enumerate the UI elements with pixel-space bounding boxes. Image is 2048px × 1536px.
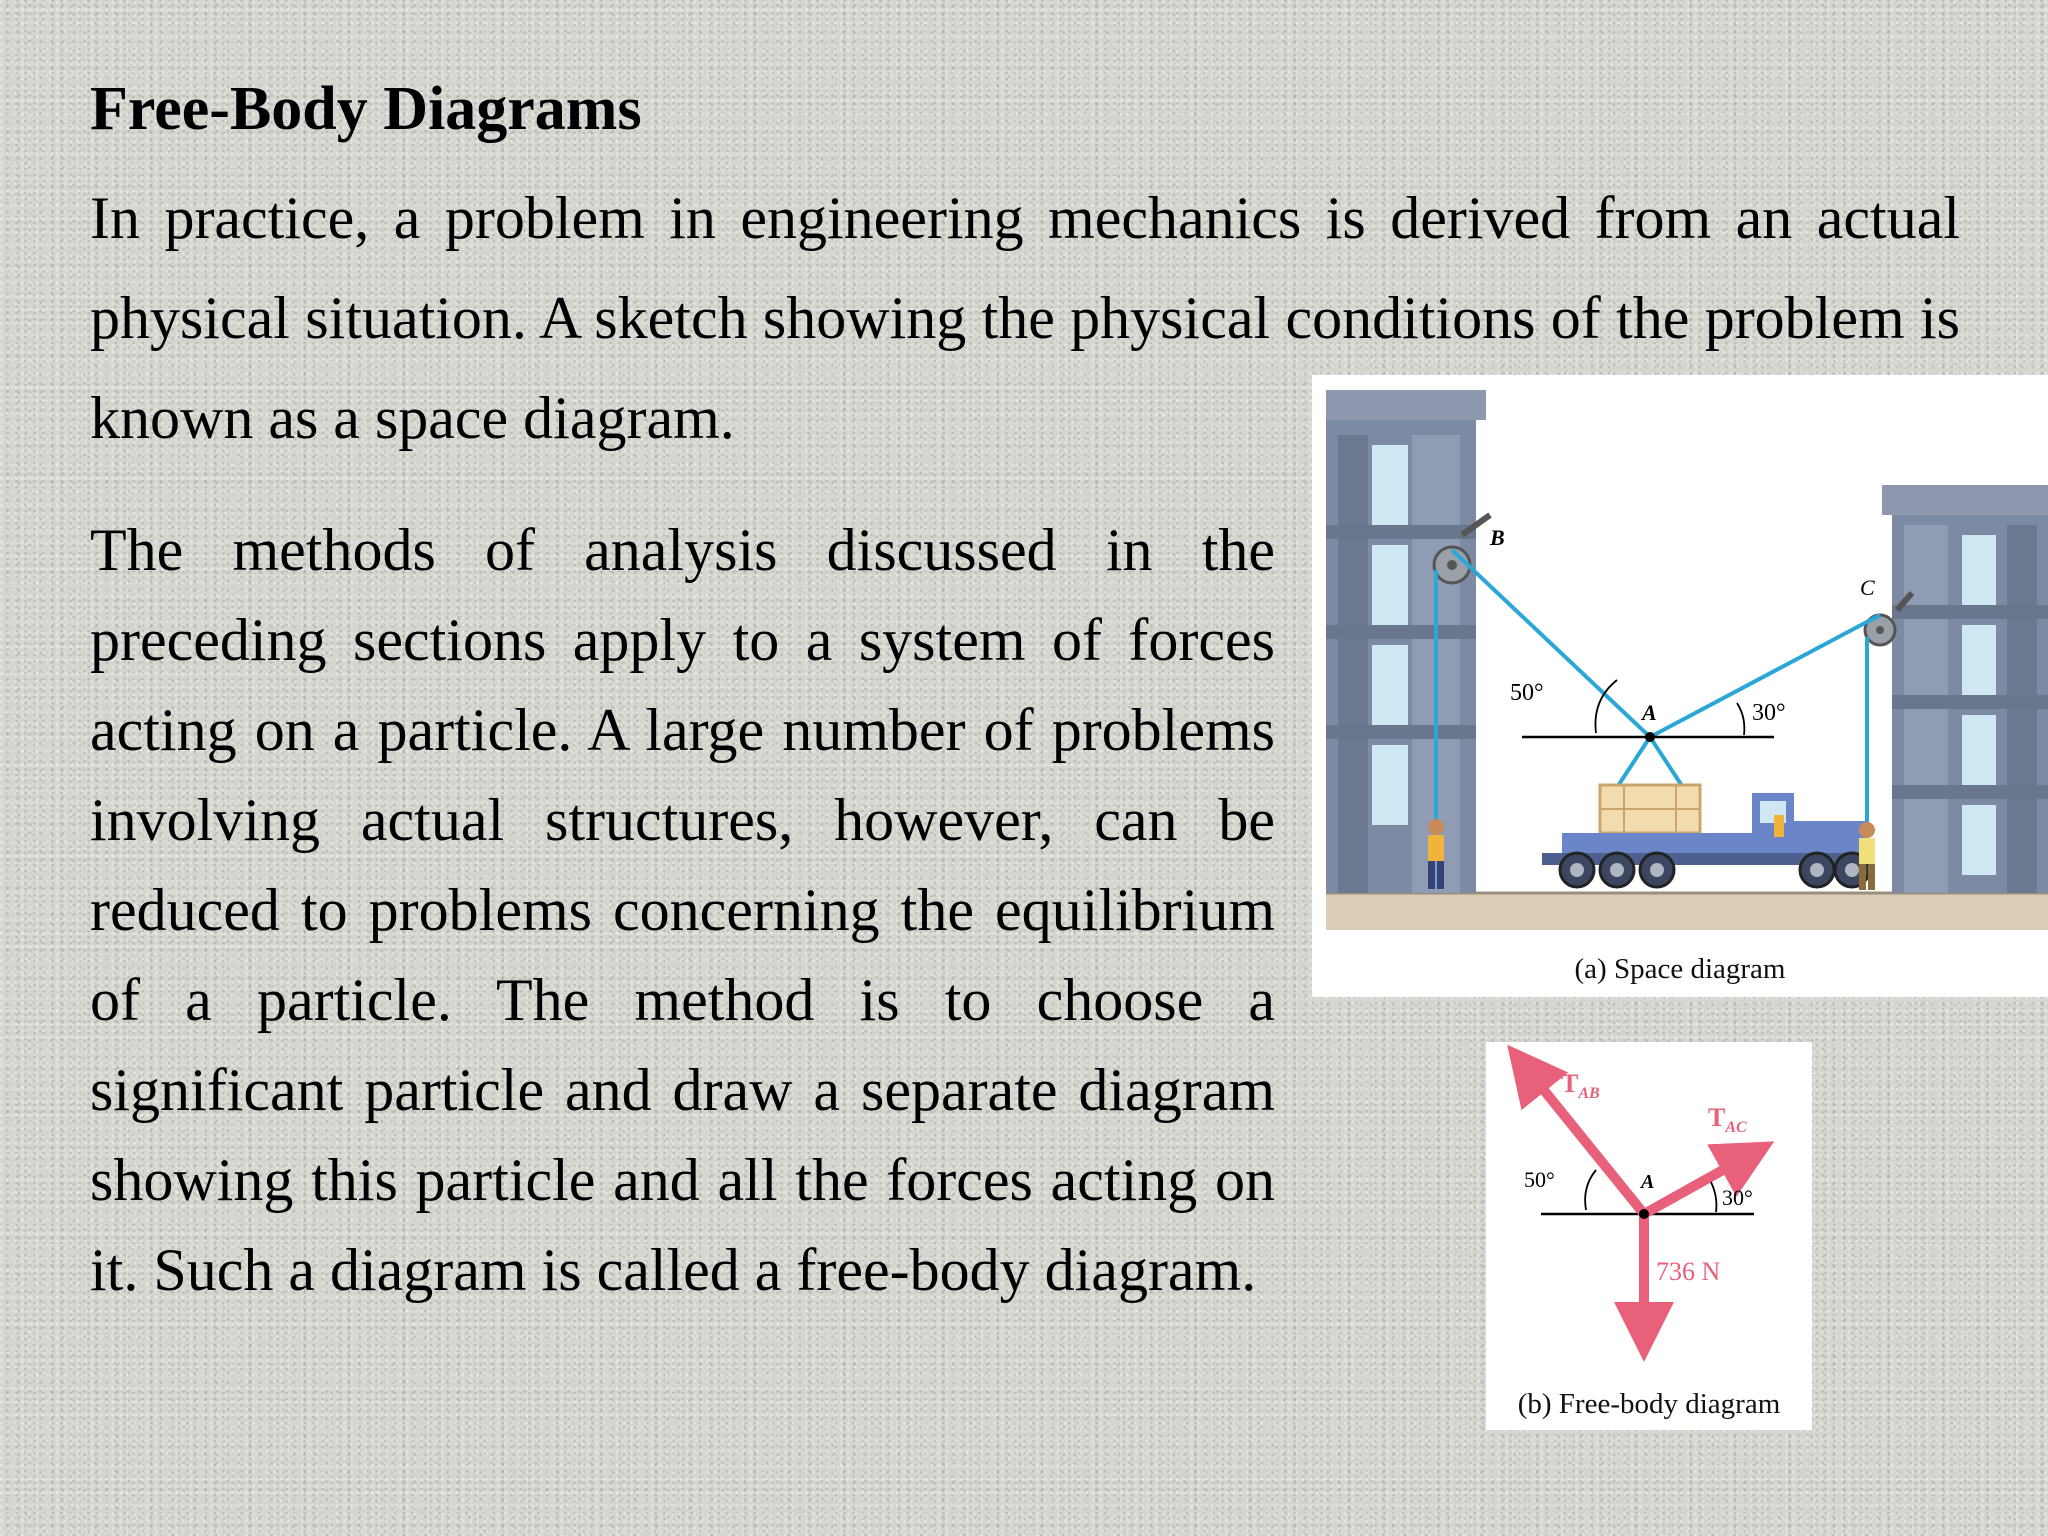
label-a: A bbox=[1642, 700, 1657, 725]
angle-right-label: 30° bbox=[1722, 1185, 1753, 1210]
left-building bbox=[1326, 390, 1486, 893]
free-body-diagram-figure bbox=[1486, 1042, 1812, 1430]
crate bbox=[1600, 785, 1700, 833]
angle-left-label: 50° bbox=[1524, 1167, 1555, 1192]
angle-right-label: 30° bbox=[1752, 700, 1786, 726]
slide-title: Free-Body Diagrams bbox=[90, 75, 642, 143]
free-body-diagram-illustration bbox=[1486, 1042, 1812, 1382]
tension-ac-label: $T_{AC}$ bbox=[1708, 1103, 1747, 1136]
space-diagram-caption: (a) Space diagram bbox=[1574, 953, 1786, 985]
ground bbox=[1326, 893, 2048, 930]
particle-a bbox=[1639, 1209, 1649, 1219]
label-c: C bbox=[1860, 575, 1875, 600]
angle-left-label: 50° bbox=[1510, 680, 1544, 706]
space-diagram-illustration bbox=[1312, 375, 2048, 950]
intro-paragraph: In practice, a problem in engineering mechanics is derived from an actual physical situation. A sketch showing the physical conditions of the problem is known as a space diagram. bbox=[90, 185, 1960, 451]
space-diagram-figure bbox=[1312, 375, 2048, 997]
weight-label: 736 N bbox=[1656, 1257, 1721, 1286]
label-a: A bbox=[1641, 1171, 1655, 1193]
free-body-diagram-caption: (b) Free-body diagram bbox=[1517, 1388, 1781, 1420]
right-building bbox=[1882, 485, 2048, 893]
particle-a bbox=[1645, 732, 1655, 742]
tension-ab-label: $T_{AB}$ bbox=[1561, 1069, 1600, 1102]
label-b: B bbox=[1490, 525, 1505, 550]
body-paragraph: The methods of analysis discussed in the preceding sections apply to a system of forces acting on a particle. A large number of problems involving actual structures, however, can be reduced to problems concerning the equilibrium of a particle. The method is to choose a significant particle and draw a separate diagram showing this particle and all the forces acting on it. Such a diagram is called a free-body diagram. bbox=[90, 517, 1275, 1303]
